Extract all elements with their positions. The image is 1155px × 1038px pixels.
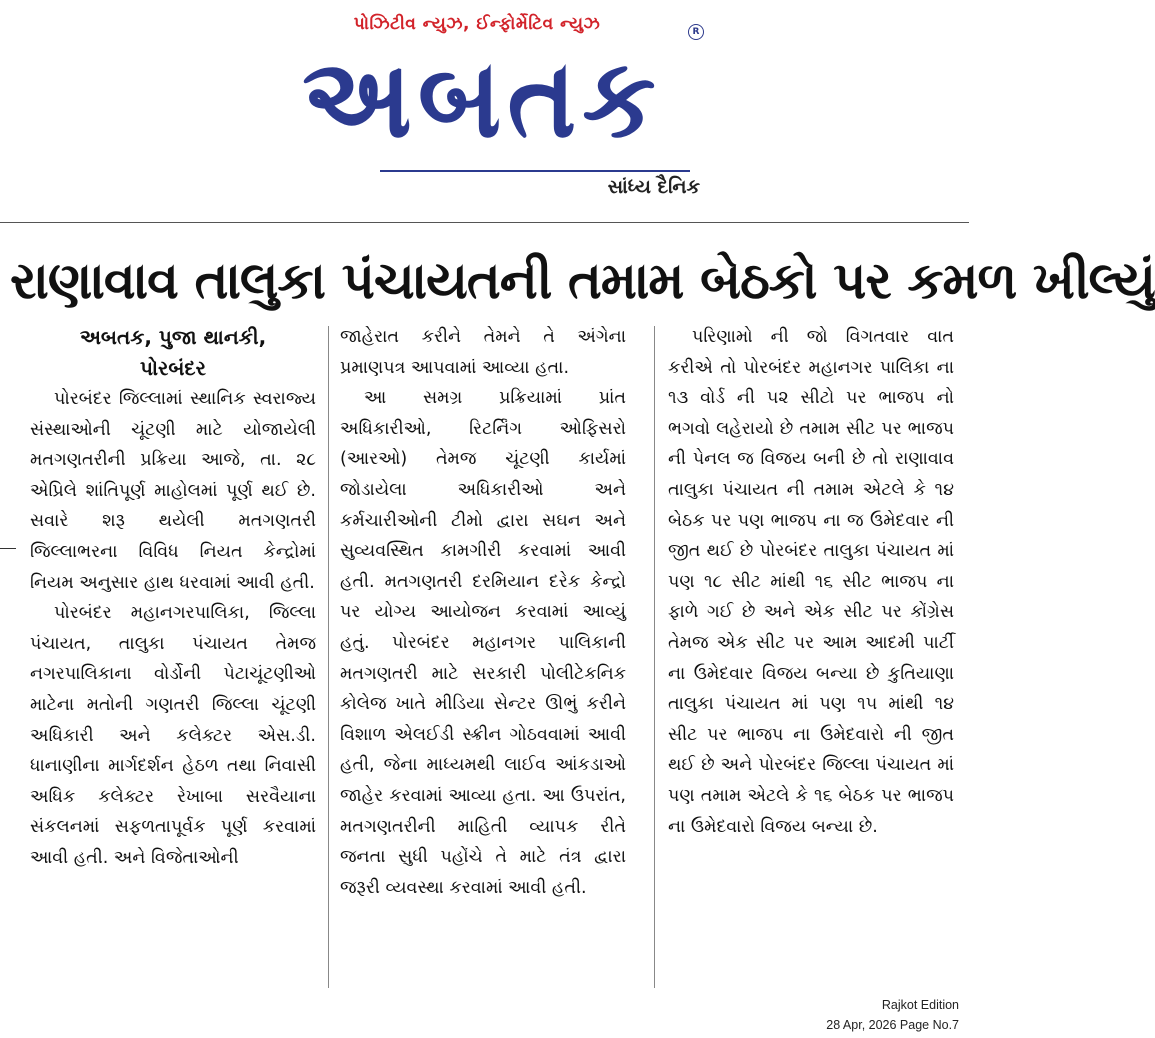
- logo-underline: [380, 170, 690, 172]
- paragraph: પોરબંદર જિલ્લામાં સ્થાનિક સ્વરાજ્ય સંસ્થાઓની ચૂંટણી માટે યોજાયેલી મતગણતરીની પ્રક્રિયા આજે, તા. ૨૮ એપ્રિલે શાંતિપૂર્ણ માહોલમાં પૂર્ણ થઈ છે. સવારે શરૂ થયેલી મતગણતરી જિલ્લાભરના વિવિધ નિયત કેન્દ્રોમાં નિયમ અનુસાર હાથ ધરવામાં આવી હતી.: [30, 389, 316, 593]
- article-column-1: [30, 322, 316, 874]
- margin-tick: [0, 548, 16, 549]
- masthead-subtitle: સાંધ્ય દૈનિક: [607, 176, 700, 198]
- column-divider: [654, 326, 655, 988]
- paragraph: પરિણામો ની જો વિગતવાર વાત કરીએ તો પોરબંદર મહાનગર પાલિકા ના ૧૩ વોર્ડ ની ૫૨ સીટો પર ભાજપ નો ભગવો લહેરાયો છે તમામ સીટ પર ભાજપ ની પેનલ જ વિજય બની છે તો રાણાવાવ તાલુકા પંચાયત ની તમામ એટલે કે ૧૪ બેઠક પર પણ ભાજપ ના જ ઉમેદવાર ની જીત થઈ છે પોરબંદર તાલુકા પંચાયત માં પણ ૧૮ સીટ માંથી ૧૬ સીટ ભાજપ ના ફાળે ગઈ છે અને એક સીટ પર કોંગ્રેસ તેમજ એક સીટ પર આમ આદમી પાર્ટી ના ઉમેદવાર વિજય બન્યા છે કુતિયાણા તાલુકા પંચાયત માં પણ ૧૫ માંથી ૧૪ સીટ પર ભાજપ ના ઉમેદવારો ની જીત થઈ છે અને પોરબંદર જિલ્લા પંચાયત માં પણ તમામ એટલે કે ૧૬ બેઠક પર ભાજપ ના ઉમેદવારો વિજય બન્યા છે.: [668, 327, 954, 837]
- paragraph: પોરબંદર મહાનગરપાલિકા, જિલ્લા પંચાયત, તાલુકા પંચાયત તેમજ નગરપાલિકાના વોર્ડોની પેટાચૂંટણીઓ માટેના મતોની ગણતરી જિલ્લા ચૂંટણી અધિકારી અને કલેક્ટર એસ.ડી. ધાનાણીના માર્ગદર્શન હેઠળ તથા નિવાસી અધિક કલેક્ટર રેખાબા સરવૈયાના સંકલનમાં સફળતાપૂર્વક પૂર્ણ કરવામાં આવી હતી. અને વિજેતાઓની: [30, 603, 316, 868]
- masthead-divider: [0, 222, 969, 223]
- article-column-2: [340, 322, 626, 903]
- article-column-3: [668, 322, 954, 842]
- masthead-tagline: પોઝિટીવ ન્યુઝ, ઈન્ફોર્મેટિવ ન્યુઝ: [353, 14, 601, 34]
- edition-footer: [826, 995, 959, 1035]
- byline-author: અબતક, પુજા થાનકી,: [79, 325, 267, 349]
- masthead: [0, 0, 969, 222]
- column-divider: [328, 326, 329, 988]
- byline-location: પોરબંદર: [140, 356, 206, 380]
- newspaper-logo: અબતક: [302, 33, 662, 163]
- edition-date-page: 28 Apr, 2026 Page No.7: [826, 1018, 959, 1032]
- article-headline: રાણાવાવ તાલુકા પંચાયતની તમામ બેઠકો પર કમળ ખીલ્યું: [10, 252, 1155, 311]
- paragraph: આ સમગ્ર પ્રક્રિયામાં પ્રાંત અધિકારીઓ, રિટર્નિંગ ઓફિસરો (આરઓ) તેમજ ચૂંટણી કાર્યમાં જોડાયેલા અધિકારીઓ અને કર્મચારીઓની ટીમો દ્વારા સઘન અને સુવ્યવસ્થિત કામગીરી કરવામાં આવી હતી. મતગણતરી દરમિયાન દરેક કેન્દ્રો પર યોગ્ય આયોજન કરવામાં આવ્યું હતું. પોરબંદર મહાનગર પાલિકાની મતગણતરી માટે સરકારી પોલીટેકનિક કોલેજ ખાતે મીડિયા સેન્ટર ઊભું કરીને વિશાળ એલઈડી સ્ક્રીન ગોઠવવામાં આવી હતી, જેના માધ્યમથી લાઈવ આંકડાઓ જાહેર કરવામાં આવ્યા હતા. આ ઉપરાંત, મતગણતરીની માહિતી વ્યાપક રીતે જનતા સુધી પહોંચે તે માટે તંત્ર દ્વારા જરૂરી વ્યવસ્થા કરવામાં આવી હતી.: [340, 388, 626, 898]
- registered-mark-icon: R: [688, 24, 704, 40]
- paragraph: જાહેરાત કરીને તેમને તે અંગેના પ્રમાણપત્ર આપવામાં આવ્યા હતા.: [340, 327, 626, 378]
- edition-name: Rajkot Edition: [881, 998, 959, 1012]
